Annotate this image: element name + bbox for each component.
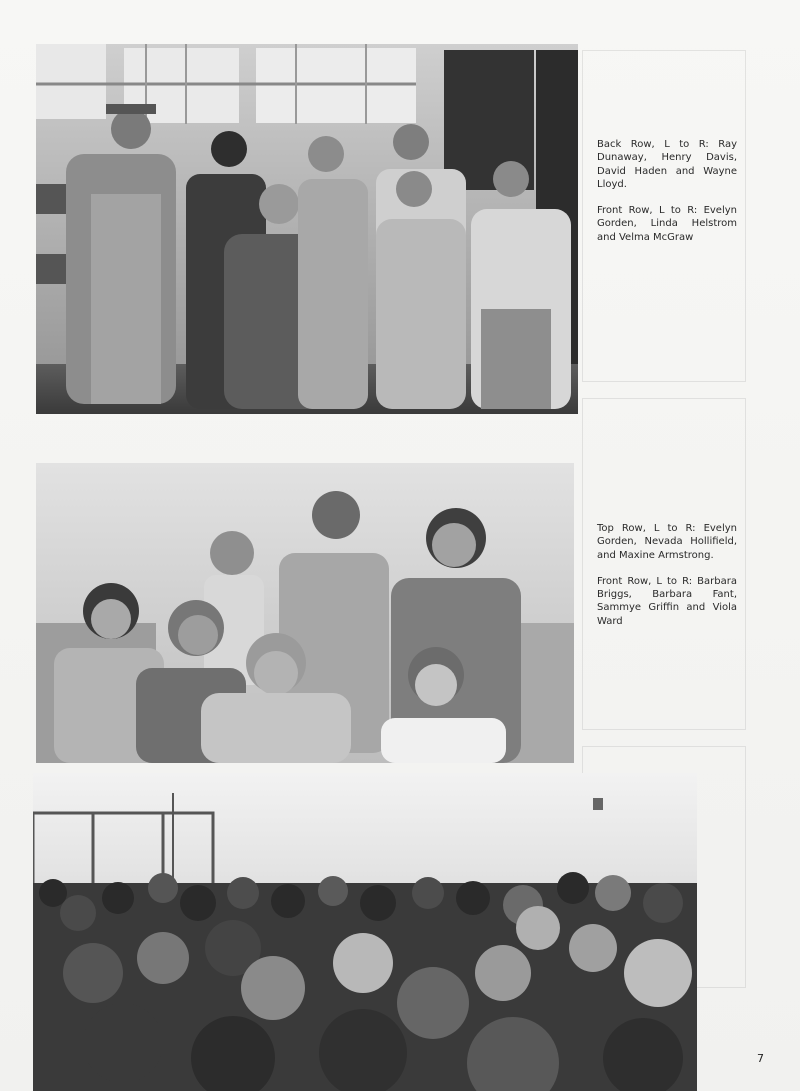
page-number: 7 <box>757 1052 764 1065</box>
photo-icon <box>36 44 578 414</box>
bus-staff-photo <box>36 44 578 414</box>
student-crowd-photo <box>33 773 697 1091</box>
photo-icon <box>33 773 697 1091</box>
cafeteria-staff-caption <box>597 522 737 641</box>
cafeteria-staff-photo <box>36 463 574 763</box>
top-row-caption: Top Row, L to R: Evelyn Gorden, Nevada Hollifield, and Maxine Armstrong. <box>597 523 737 561</box>
front-row-caption: Front Row, L to R: Evelyn Gorden, Linda Helstrom and Velma McGraw <box>597 205 737 243</box>
bus-staff-caption <box>597 138 737 257</box>
photo-icon <box>36 463 574 763</box>
front-row-caption: Front Row, L to R: Barbara Briggs, Barbara Fant, Sammye Griffin and Viola Ward <box>597 575 737 627</box>
back-row-caption: Back Row, L to R: Ray Dunaway, Henry Davis, David Haden and Wayne Lloyd. <box>597 139 737 190</box>
